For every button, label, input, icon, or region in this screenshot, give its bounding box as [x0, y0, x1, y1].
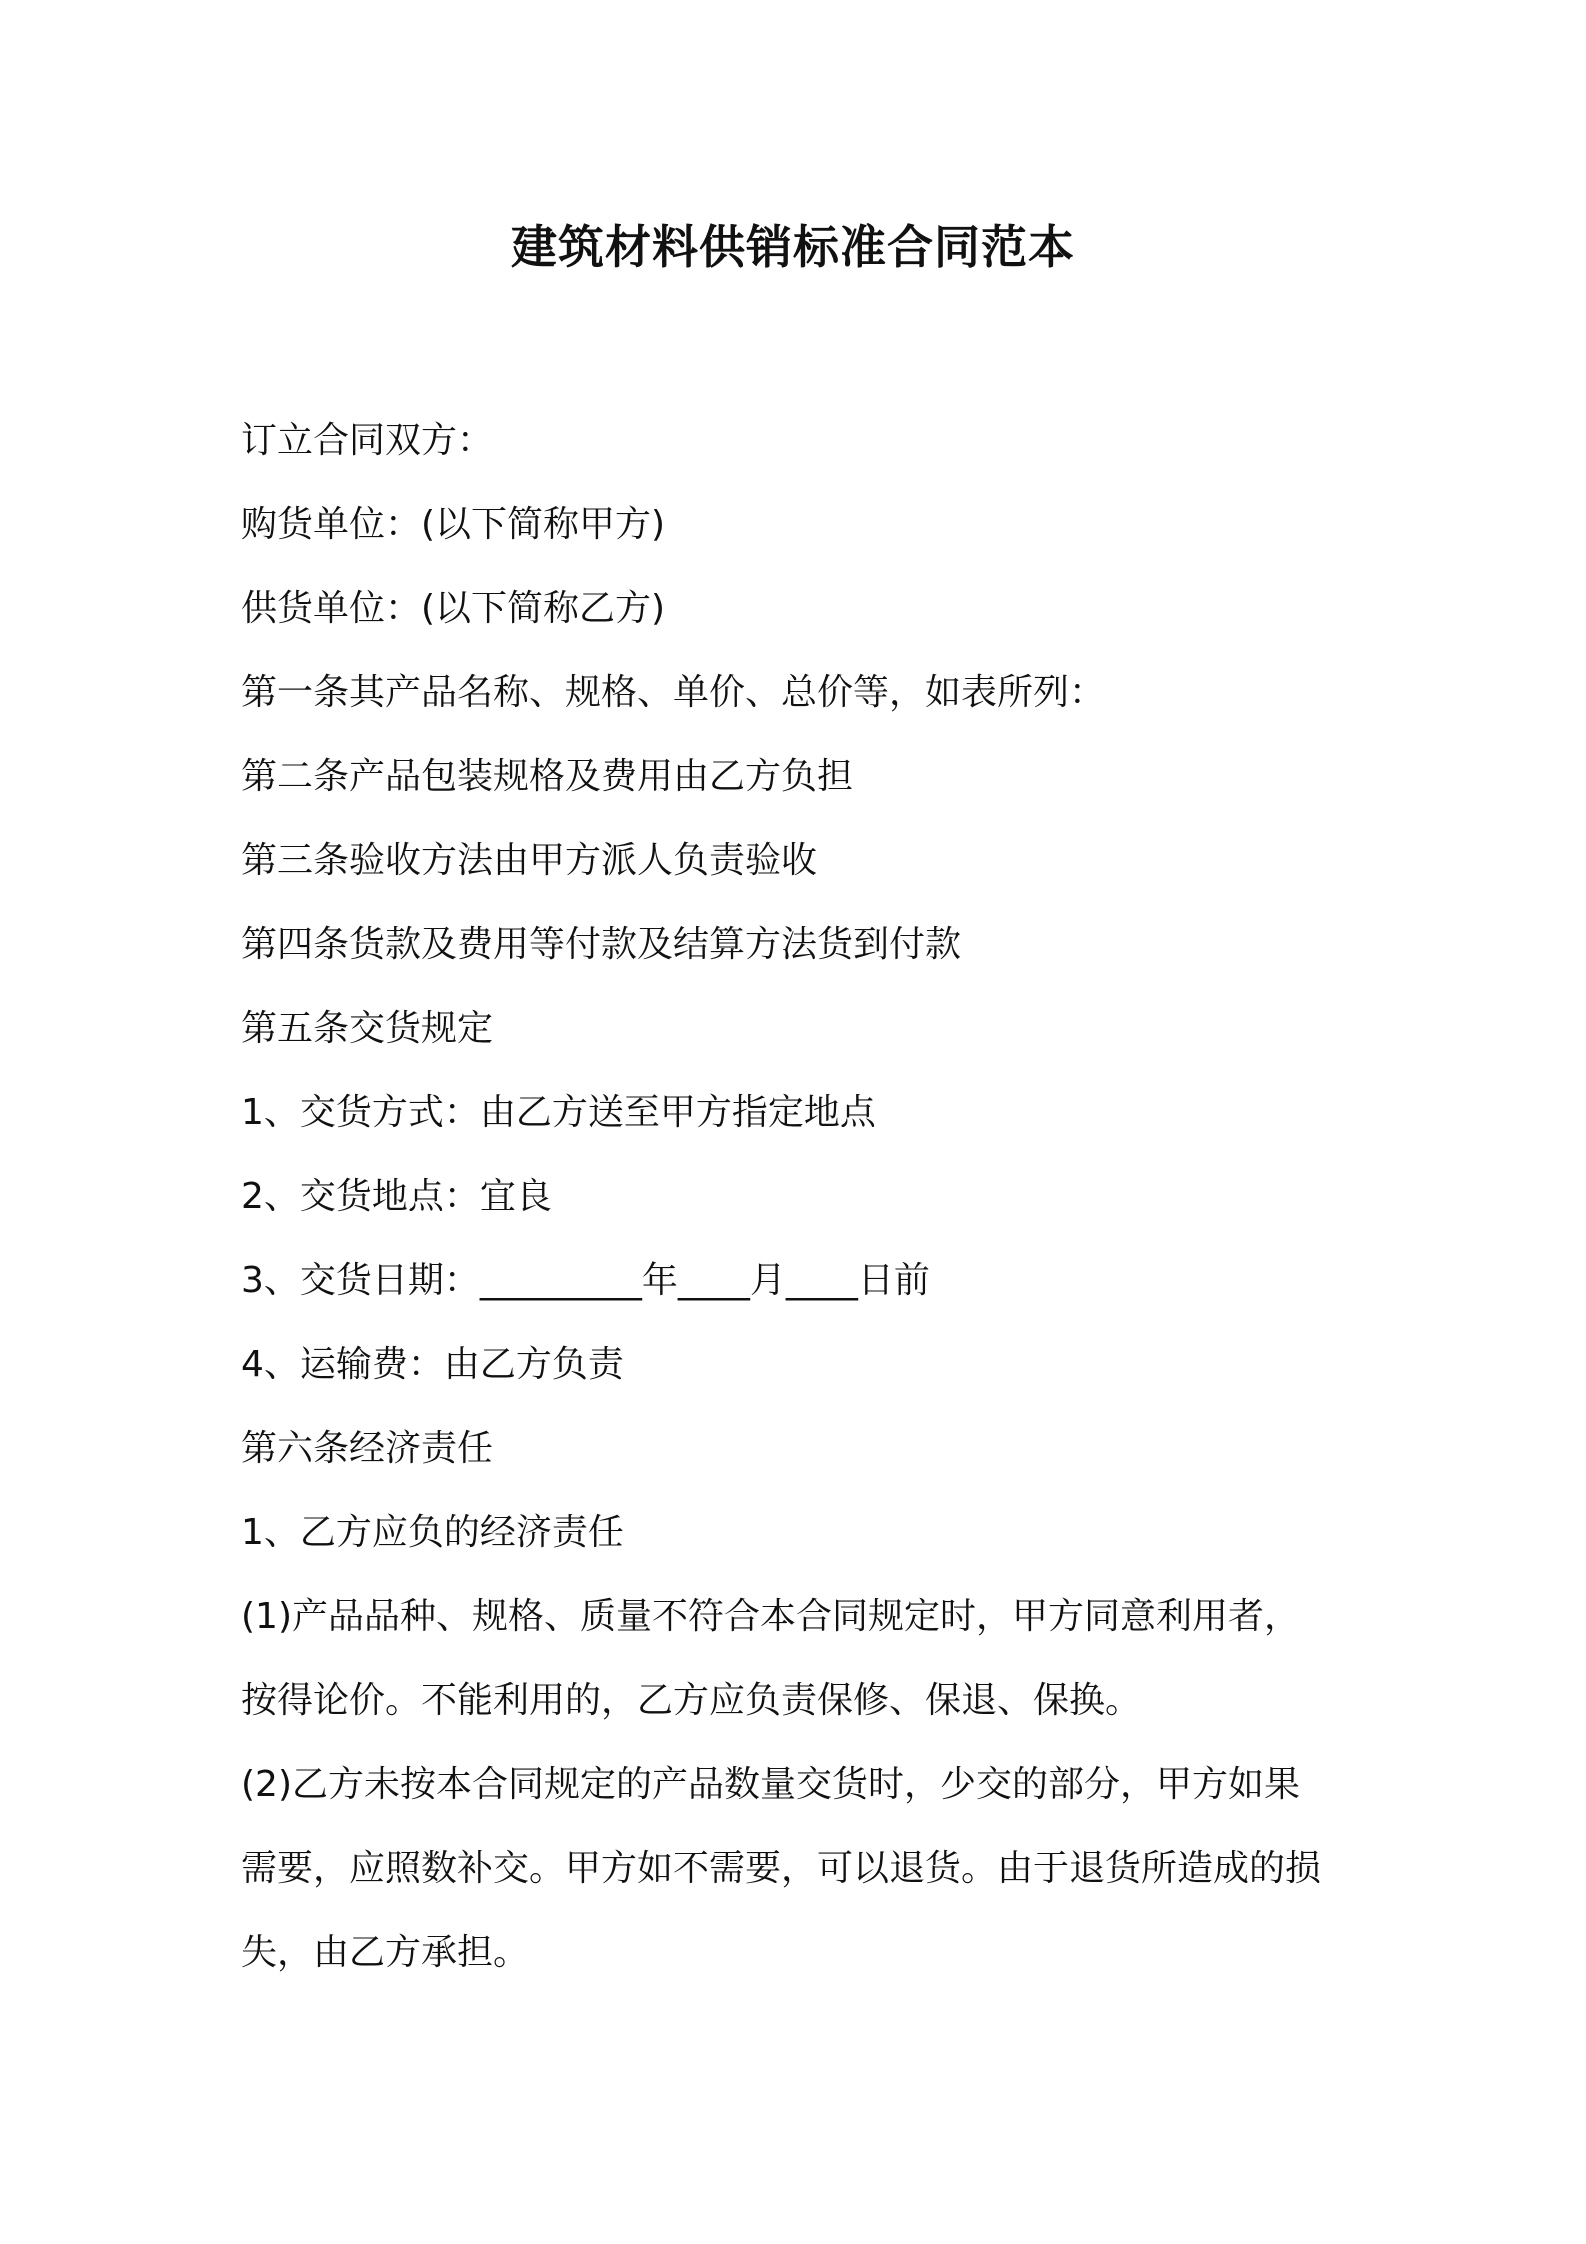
text-line-article-6: 第六条经济责任 — [241, 1428, 494, 1469]
text-line-clause-2c: 失，由乙方承担。 — [241, 1932, 530, 1973]
text-line-clause-2a: (2)乙方未按本合同规定的产品数量交货时，少交的部分，甲方如果 — [241, 1764, 1300, 1805]
text-line-parties: 订立合同双方： — [241, 420, 494, 461]
text-line-delivery-method: 1、交货方式：由乙方送至甲方指定地点 — [241, 1092, 876, 1133]
text-line-freight: 4、运输费：由乙方负责 — [241, 1344, 624, 1385]
text-line-article-3: 第三条验收方法由甲方派人负责验收 — [241, 840, 818, 881]
text-line-clause-2b: 需要，应照数补交。甲方如不需要，可以退货。由于退货所造成的损 — [241, 1848, 1322, 1889]
text-line-supplier-liability: 1、乙方应负的经济责任 — [241, 1512, 624, 1553]
text-line-delivery-date: 3、交货日期：_________年____月____日前 — [241, 1260, 930, 1301]
text-line-article-4: 第四条货款及费用等付款及结算方法货到付款 — [241, 924, 962, 965]
text-line-clause-1a: (1)产品品种、规格、质量不符合本合同规定时，甲方同意利用者， — [241, 1596, 1300, 1637]
contract-body — [241, 399, 1361, 1995]
text-line-article-1: 第一条其产品名称、规格、单价、总价等，如表所列： — [241, 672, 1106, 713]
text-line-clause-1b: 按得论价。不能利用的，乙方应负责保修、保退、保换。 — [241, 1680, 1142, 1721]
text-line-delivery-place: 2、交货地点：宜良 — [241, 1176, 552, 1217]
text-line-buyer: 购货单位：(以下简称甲方) — [241, 504, 666, 545]
text-line-article-5: 第五条交货规定 — [241, 1008, 494, 1049]
text-line-supplier: 供货单位：(以下简称乙方) — [241, 588, 666, 629]
text-line-article-2: 第二条产品包装规格及费用由乙方负担 — [241, 756, 854, 797]
document-title: 建筑材料供销标准合同范本 — [511, 220, 1075, 274]
